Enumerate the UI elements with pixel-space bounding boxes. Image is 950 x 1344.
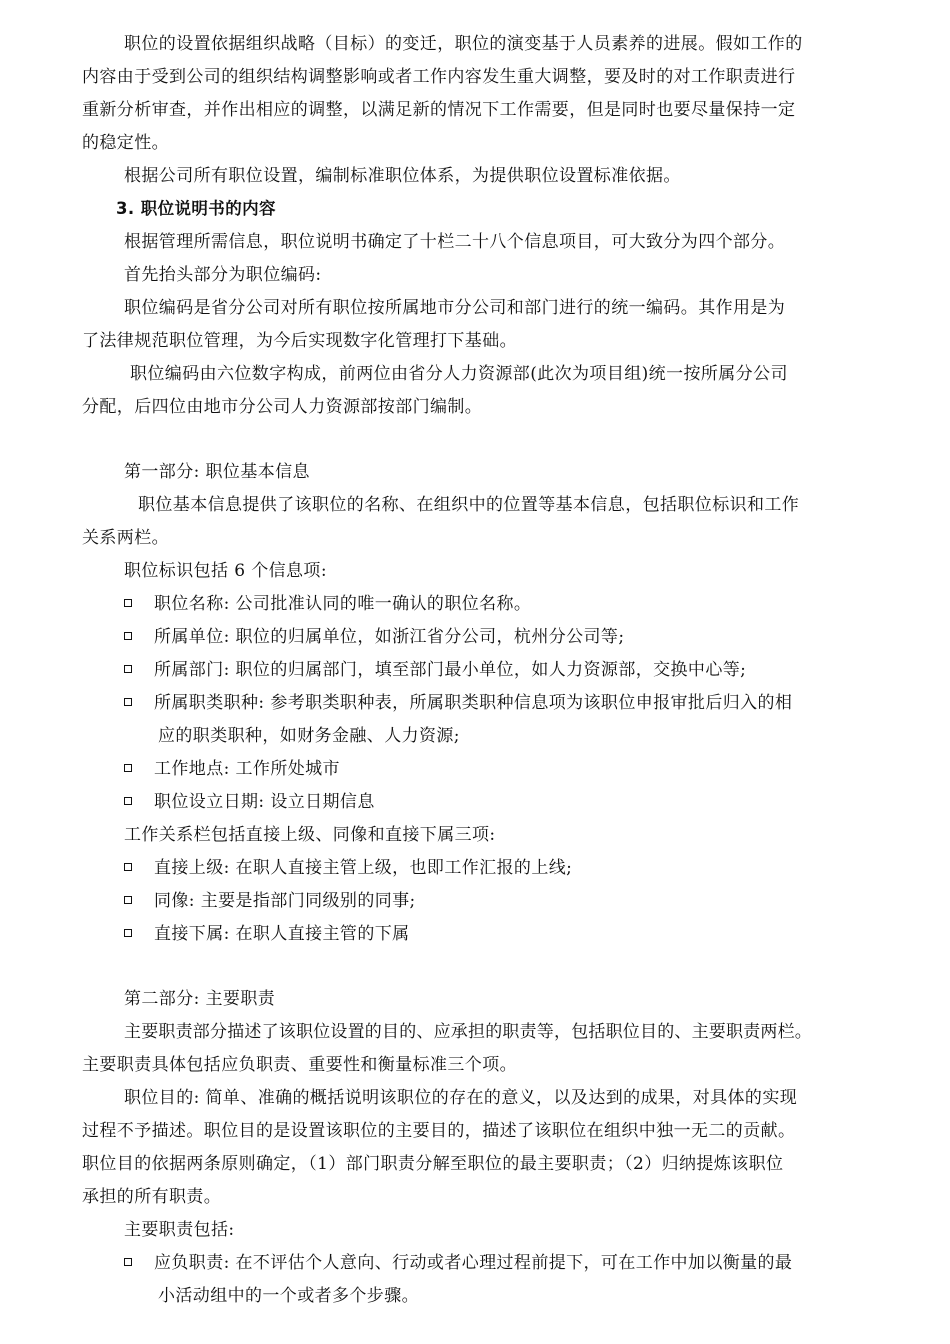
checkbox-bullet-icon bbox=[124, 896, 132, 904]
paragraph-line: 职位目的依据两条原则确定，（1）部门职责分解至职位的最主要职责；（2）归纳提炼该职位 bbox=[82, 1154, 784, 1174]
list-item bbox=[124, 659, 884, 681]
checkbox-bullet-icon bbox=[124, 1258, 132, 1266]
checkbox-bullet-icon bbox=[124, 632, 132, 640]
list-item bbox=[124, 692, 884, 714]
list-item-text: 所属职类职种: 参考职类职种表，所属职类职种信息项为该职位申报审批后归入的相 bbox=[154, 693, 793, 713]
section-heading: 3. 职位说明书的内容 bbox=[116, 199, 276, 218]
list-item-text: 职位名称: 公司批准认同的唯一确认的职位名称。 bbox=[154, 594, 532, 614]
checkbox-bullet-icon bbox=[124, 599, 132, 607]
checkbox-bullet-icon bbox=[124, 797, 132, 805]
list-item-text: 直接下属: 在职人直接主管的下属 bbox=[154, 924, 410, 944]
paragraph-line: 分配，后四位由地市分公司人力资源部按部门编制。 bbox=[82, 397, 483, 417]
list-item bbox=[124, 626, 884, 648]
part-title: 第二部分: 主要职责 bbox=[124, 989, 276, 1009]
paragraph-line: 职位的设置依据组织战略（目标）的变迁，职位的演变基于人员素养的进展。假如工作的 bbox=[124, 34, 803, 54]
checkbox-bullet-icon bbox=[124, 764, 132, 772]
paragraph-line: 主要职责包括: bbox=[124, 1220, 235, 1240]
paragraph-line: 首先抬头部分为职位编码: bbox=[124, 265, 322, 285]
list-item bbox=[124, 857, 884, 879]
checkbox-bullet-icon bbox=[124, 698, 132, 706]
list-item-text: 工作地点: 工作所处城市 bbox=[154, 759, 340, 779]
paragraph-line: 职位编码由六位数字构成，前两位由省分人力资源部(此次为项目组)统一按所属分公司 bbox=[130, 364, 788, 384]
paragraph-line: 职位编码是省分公司对所有职位按所属地市分公司和部门进行的统一编码。其作用是为 bbox=[124, 298, 786, 318]
list-item-text: 所属单位: 职位的归属单位，如浙江省分公司，杭州分公司等; bbox=[154, 627, 625, 647]
list-item-continuation: 小活动组中的一个或者多个步骤。 bbox=[158, 1286, 419, 1306]
paragraph-line: 了法律规范职位管理，为今后实现数字化管理打下基础。 bbox=[82, 331, 517, 351]
list-item-text: 应负职责: 在不评估个人意向、行动或者心理过程前提下，可在工作中加以衡量的最 bbox=[154, 1253, 793, 1273]
paragraph-line: 根据管理所需信息，职位说明书确定了十栏二十八个信息项目，可大致分为四个部分。 bbox=[124, 232, 786, 252]
list-item bbox=[124, 791, 884, 813]
checkbox-bullet-icon bbox=[124, 863, 132, 871]
checkbox-bullet-icon bbox=[124, 665, 132, 673]
list-item-text: 同像: 主要是指部门同级别的同事; bbox=[154, 891, 416, 911]
part-title: 第一部分: 职位基本信息 bbox=[124, 462, 310, 482]
paragraph-line: 关系两栏。 bbox=[82, 528, 169, 548]
list-item-text: 职位设立日期: 设立日期信息 bbox=[154, 792, 375, 812]
paragraph-line: 职位标识包括 6 个信息项: bbox=[124, 561, 327, 581]
list-item-text: 直接上级: 在职人直接主管上级，也即工作汇报的上线; bbox=[154, 858, 573, 878]
paragraph-line: 职位基本信息提供了该职位的名称、在组织中的位置等基本信息，包括职位标识和工作 bbox=[138, 495, 800, 515]
paragraph-line: 承担的所有职责。 bbox=[82, 1187, 222, 1207]
paragraph-line: 主要职责部分描述了该职位设置的目的、应承担的职责等，包括职位目的、主要职责两栏。 bbox=[124, 1022, 812, 1042]
paragraph-line: 根据公司所有职位设置，编制标准职位体系，为提供职位设置标准依据。 bbox=[124, 166, 681, 186]
paragraph-line: 工作关系栏包括直接上级、同像和直接下属三项: bbox=[124, 825, 496, 845]
paragraph-line: 重新分析审查，并作出相应的调整，以满足新的情况下工作需要，但是同时也要尽量保持一定 bbox=[82, 100, 796, 120]
paragraph-line: 职位目的: 简单、准确的概括说明该职位的存在的意义，以及达到的成果，对具体的实现 bbox=[124, 1088, 798, 1108]
paragraph-line: 内容由于受到公司的组织结构调整影响或者工作内容发生重大调整，要及时的对工作职责进行 bbox=[82, 67, 796, 87]
paragraph-line: 主要职责具体包括应负职责、重要性和衡量标准三个项。 bbox=[82, 1055, 517, 1075]
list-item bbox=[124, 758, 884, 780]
paragraph-line: 的稳定性。 bbox=[82, 133, 169, 153]
paragraph-line: 过程不予描述。职位目的是设置该职位的主要目的，描述了该职位在组织中独一无二的贡献。 bbox=[82, 1121, 796, 1141]
list-item bbox=[124, 593, 884, 615]
checkbox-bullet-icon bbox=[124, 929, 132, 937]
list-item bbox=[124, 1252, 884, 1274]
list-item-continuation: 应的职类职种，如财务金融、人力资源; bbox=[158, 726, 460, 746]
list-item bbox=[124, 890, 884, 912]
list-item bbox=[124, 923, 884, 945]
list-item-text: 所属部门: 职位的归属部门，填至部门最小单位，如人力资源部，交换中心等; bbox=[154, 660, 747, 680]
